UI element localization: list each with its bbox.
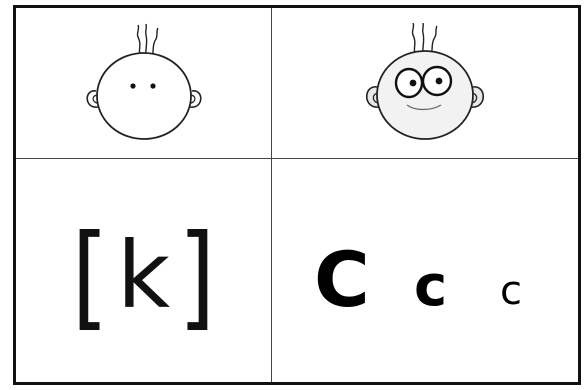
letters-cell (272, 159, 578, 382)
surprised-face-cell (272, 8, 578, 159)
phoneme-close-bracket: ] (178, 209, 216, 342)
phoneme-open-bracket: [ (71, 209, 109, 342)
letter-lowercase-small: c (500, 268, 522, 314)
surprised-face-icon (355, 23, 495, 143)
letter-forms (272, 159, 578, 382)
phoneme-cell (16, 159, 272, 382)
phonics-card (13, 5, 581, 385)
neutral-face-icon (74, 23, 214, 143)
neutral-face-cell (16, 8, 272, 159)
letter-lowercase: c (414, 254, 448, 319)
phoneme-transcription (71, 209, 216, 342)
phoneme-symbol: k (116, 221, 171, 329)
letter-uppercase: C (314, 235, 370, 324)
